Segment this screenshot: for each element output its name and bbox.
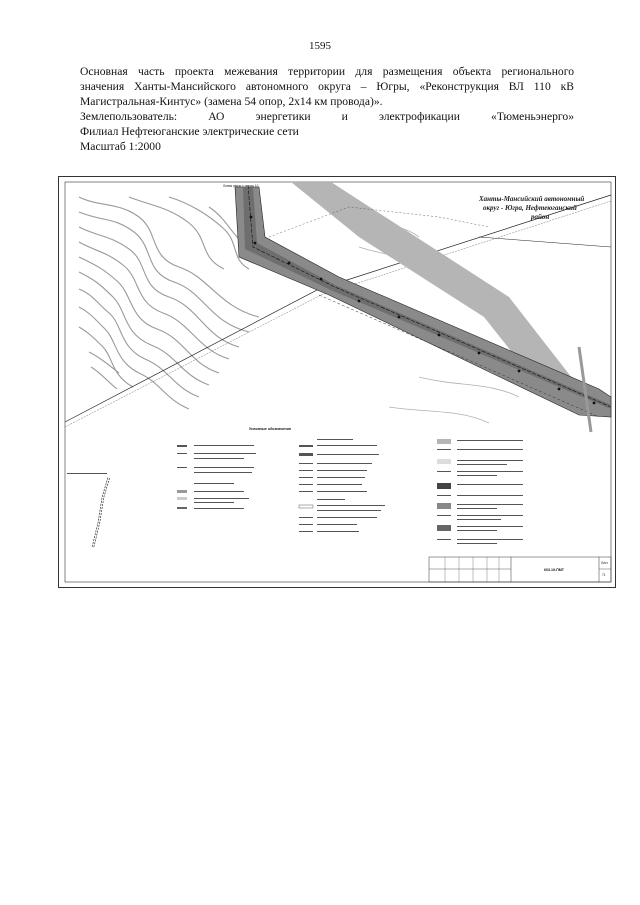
header-line-3: Магистральная-Кинтус» (замена 54 опор, 2х14 км провода)». xyxy=(80,95,383,108)
svg-text:Ханты-Мансийский автономный: Ханты-Мансийский автономный xyxy=(479,195,585,203)
page-number: 1595 xyxy=(309,40,331,52)
sheet-label: Лист xyxy=(601,561,608,565)
boundary-line xyxy=(65,195,611,427)
title-block xyxy=(429,557,611,582)
svg-text:район: район xyxy=(531,213,550,221)
header-line-1: Основная часть проекта межевания территории для размещения объекта регионального xyxy=(80,65,574,78)
legend-col-3 xyxy=(437,439,523,544)
terrain-contours xyxy=(79,197,259,409)
map-drawing xyxy=(59,177,615,587)
top-label: Линия связи с опоры 10 xyxy=(223,184,259,188)
line-right xyxy=(479,237,611,247)
document-header xyxy=(80,64,574,154)
header-line-4: Землепользователь: АО энергетики и электрофикации «Тюменьэнерго» xyxy=(80,110,574,123)
header-line-5: Филиал Нефтеюганские электрические сети xyxy=(80,125,299,138)
survey-map xyxy=(58,176,616,588)
legend-title: Условные обозначения xyxy=(249,427,291,431)
legend-col-2 xyxy=(299,439,385,532)
legend-col-1 xyxy=(177,445,256,509)
legend xyxy=(177,427,523,544)
header-line-2: значения Ханты-Мансийского автономного округа – Югры, «Реконструкция ВЛ 110 кВ xyxy=(80,80,574,93)
drawing-code: 603.19-ПМТ xyxy=(544,568,564,572)
svg-text:округ - Югра, Нефтеюганский: округ - Югра, Нефтеюганский xyxy=(483,204,577,212)
sheet-number: 71 xyxy=(602,573,606,577)
inset-key-map xyxy=(67,473,109,547)
header-line-6: Масштаб 1:2000 xyxy=(80,140,161,153)
region-label xyxy=(478,195,584,221)
